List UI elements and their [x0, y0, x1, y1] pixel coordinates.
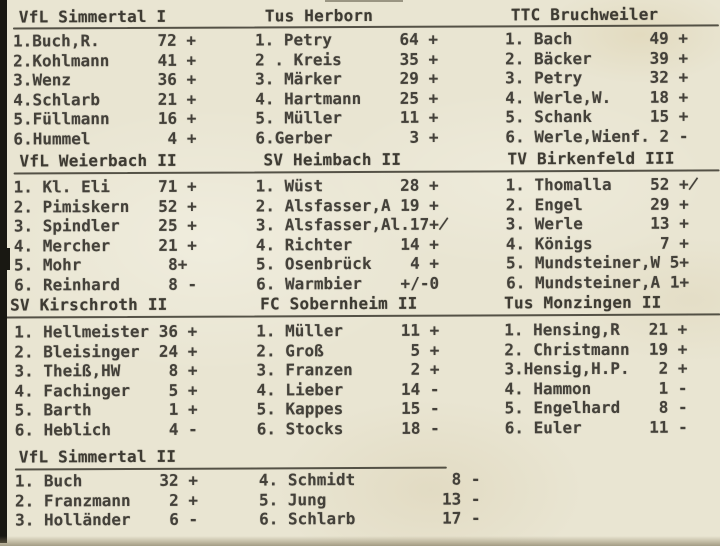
- player-row: 6. Stocks 18 -: [256, 418, 440, 438]
- team-roster: [13, 31, 197, 149]
- player-row: 6. Euler 11 -: [504, 417, 688, 437]
- player-row: 3. Petry 32 +: [505, 67, 689, 88]
- player-row: 5. Mundsteiner,W 5+: [505, 252, 690, 273]
- player-row: 5. Müller 11 +: [255, 107, 439, 128]
- player-row: 5. Mohr 8+: [13, 254, 188, 275]
- player-row: 3. Werle 13 +: [505, 213, 689, 234]
- player-row: 5. Jung 13 -: [258, 488, 481, 509]
- player-row: 1. Buch 32 +: [14, 470, 198, 491]
- scan-edge-bottom: [0, 536, 720, 546]
- team-header: Tus Herborn: [264, 5, 374, 26]
- team-roster: [259, 469, 481, 528]
- player-row: 6. Schlarb 17 -: [259, 508, 481, 529]
- player-row: 3. Märker 29 +: [255, 68, 439, 89]
- player-row: 2. Bäcker 39 +: [505, 48, 689, 68]
- team-header: VfL Simmertal II: [18, 446, 177, 467]
- player-row: 4.Schlarb 21 +: [13, 89, 197, 110]
- team-header: FC Sobernheim II: [260, 293, 418, 314]
- player-row: 1. Wüst 28 +: [255, 175, 439, 196]
- team-roster: [14, 322, 198, 440]
- player-row: 2. Engel 29 +: [505, 194, 689, 214]
- player-row: 3. Holländer 6 -: [15, 509, 199, 530]
- player-row: 4. Lieber 14 -: [256, 379, 440, 399]
- player-row: 4. Königs 7 +: [505, 233, 689, 253]
- player-row: 2. Bleisinger 24 +: [14, 341, 198, 362]
- player-row: 2. Christmann 19 +: [504, 339, 688, 359]
- team-roster: [504, 320, 688, 438]
- player-row: 4. Fachinger 5 +: [14, 380, 198, 401]
- player-row: 2. Alsfasser,A 19 +: [255, 195, 439, 215]
- team-roster: [256, 176, 449, 294]
- team-header: SV Heimbach II: [263, 149, 402, 170]
- player-row: 2 . Kreis 35 +: [255, 49, 439, 69]
- team-header: VfL Weierbach II: [19, 150, 177, 171]
- team-header: VfL Simmertal I: [18, 6, 167, 27]
- player-row: 5. Osenbrück 4 +: [255, 253, 440, 274]
- player-row: 5. Engelhard 8 -: [504, 397, 688, 418]
- team-roster: [506, 175, 699, 293]
- player-row: 5. Schank 15 +: [505, 106, 689, 127]
- player-row: 1. Petry 64 +: [254, 29, 439, 50]
- player-row: 1. Thomalla 52 +̸: [505, 174, 699, 195]
- scan-edge-left: [0, 0, 7, 543]
- team-header: TTC Bruchweiler: [510, 4, 659, 25]
- player-row: 4. Werle,W. 18 +: [505, 87, 689, 107]
- player-row: 4. Richter 14 +: [255, 234, 439, 254]
- player-row: 6. Reinhard 8 -: [14, 274, 198, 295]
- player-row: 6.Hummel 4 +: [13, 128, 197, 149]
- team-header: Tus Monzingen II: [504, 292, 662, 313]
- player-row: 4. Mercher 21 +: [13, 235, 197, 256]
- team-roster: [255, 30, 439, 148]
- player-row: 3.Hensig,H.P. 2 +: [504, 358, 688, 379]
- team-roster: [15, 471, 198, 530]
- player-row: 2.Kohlmann 41 +: [13, 50, 197, 71]
- player-row: 6. Heblich 4 -: [14, 419, 198, 440]
- player-row: 1. Müller 11 +: [256, 320, 440, 341]
- player-row: 3.Wenz 36 +: [13, 69, 197, 90]
- player-row: 3. Spindler 25 +: [13, 215, 197, 236]
- player-row: 4. Hartmann 25 +: [255, 88, 439, 108]
- team-roster: [505, 29, 689, 147]
- player-row: 4. Hammon 1 -: [504, 378, 688, 398]
- team-roster: [14, 177, 198, 295]
- player-row: 5.Füllmann 16 +: [13, 108, 197, 129]
- player-row: 1. Kl. Eli 71 +: [13, 176, 197, 197]
- player-row: 5. Kappes 15 -: [256, 398, 440, 419]
- player-row: 2. Pimiskern 52 +: [13, 196, 197, 217]
- player-row: 1.Buch,R. 72 +: [12, 30, 197, 51]
- team-header: SV Kirschroth II: [10, 294, 168, 315]
- player-row: 3. Theiß,HW 8 +: [14, 360, 198, 381]
- player-row: 1. Hensing,R 21 +: [504, 319, 688, 340]
- player-row: 2. Franzmann 2 +: [14, 490, 199, 511]
- player-row: 3. Alsfasser,Al.17+̸: [255, 214, 449, 235]
- team-roster: [256, 321, 440, 439]
- player-row: 4. Schmidt 8 -: [258, 469, 481, 490]
- player-row: 5. Barth 1 +: [14, 399, 198, 420]
- player-row: 1. Bach 49 +: [504, 28, 689, 49]
- player-row: 6.Gerber 3 +: [255, 127, 439, 147]
- player-row: 2. Groß 5 +: [256, 340, 440, 360]
- scan-mark-top: [325, 0, 403, 2]
- player-row: 6. Werle,Wienf. 2 -: [505, 126, 689, 146]
- player-row: 6. Mundsteiner,A 1+: [506, 272, 690, 292]
- player-row: 1. Hellmeister 36 +: [14, 321, 198, 342]
- player-row: 3. Franzen 2 +: [256, 359, 440, 380]
- team-header: TV Birkenfeld III: [507, 148, 675, 169]
- player-row: 6. Warmbier +/-0: [256, 273, 440, 293]
